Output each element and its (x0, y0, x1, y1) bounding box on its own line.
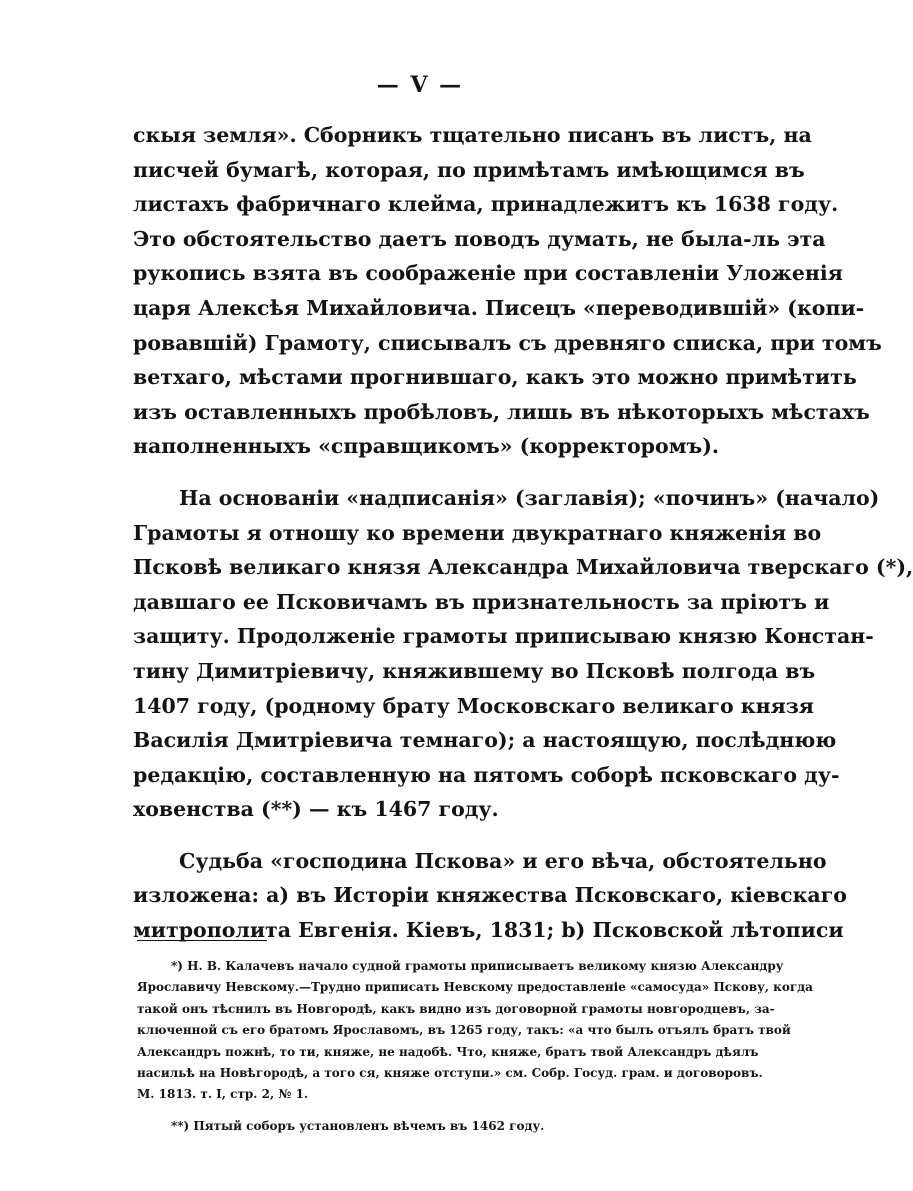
footnote-separator (137, 940, 267, 941)
text-line: изъ оставленныхъ пробѣловъ, лишь въ нѣкоторыхъ мѣстахъ (133, 399, 870, 424)
text-line: скыя земля». Сборникъ тщательно писанъ въ листъ, на (133, 123, 812, 147)
paragraph-3 (133, 844, 847, 948)
text-line: писчей бумагѣ, которая, по примѣтамъ имѣющимся въ (133, 157, 805, 182)
paragraph-2 (133, 481, 913, 827)
text-line: царя Алексѣя Михайловича. Писецъ «переводившій» (копи- (133, 295, 865, 320)
footnote-line: насильѣ на Новѣгородѣ, а того ся, княже отступи.» см. Собр. Госуд. грам. и договоровъ. (137, 1065, 763, 1080)
footnote-2 (137, 1116, 751, 1137)
text-line: На основаніи «надписанія» (заглавія); «починъ» (начало) (179, 485, 880, 510)
text-line: листахъ фабричнаго клейма, принадлежитъ къ 1638 году. (133, 192, 839, 217)
text-line: ветхаго, мѣстами прогнившаго, какъ это можно примѣтить (133, 365, 857, 390)
text-line: Василія Дмитріевича темнаго); а настоящую, послѣднюю (133, 728, 837, 753)
text-line: Грамоты я отношу ко времени двукратнаго княженія во (133, 520, 822, 545)
text-line: ховенства (**) — къ 1467 году. (133, 797, 499, 822)
footnote-line: Александръ пожнѣ, то ти, княже, не надобѣ. Что, княже, братъ твой Александръ дѣялъ (137, 1044, 759, 1059)
text-line: рукопись взята въ соображеніе при составленіи Уложенія (133, 261, 843, 286)
footnotes (137, 956, 813, 1137)
text-line: давшаго ее Псковичамъ въ признательность за пріютъ и (133, 589, 830, 614)
footnote-line: ключенной съ его братомъ Ярославомъ, въ 1265 году, такъ: «а что былъ отъялъ братъ твой (137, 1023, 791, 1038)
text-line: защиту. Продолженіе грамоты приписываю князю Констан- (133, 624, 874, 649)
text-line: Это обстоятельство даетъ поводъ думать, не была-ль эта (133, 226, 826, 251)
page-number: — V — (376, 72, 464, 98)
body-text (133, 118, 913, 965)
text-line: 1407 году, (родному брату Московскаго великаго князя (133, 693, 814, 718)
text-line: Псковѣ великаго князя Александра Михайловича тверскаго (*), (133, 555, 913, 580)
text-line: Судьба «господина Пскова» и его вѣча, обстоятельно (179, 848, 827, 873)
paragraph-1 (133, 118, 882, 464)
text-line: ровавшій) Грамоту, списывалъ съ древняго списка, при томъ (133, 330, 882, 355)
footnote-line: *) Н. В. Калачевъ начало судной грамоты приписываетъ великому князю Александру (171, 959, 784, 973)
text-line: митрополита Евгенія. Кіевъ, 1831; b) Псковской лѣтописи (133, 918, 844, 943)
footnote-line: М. 1813. т. I, стр. 2, № 1. (137, 1087, 309, 1102)
footnote-1 (137, 956, 813, 1106)
footnote-line: **) Пятый соборъ установленъ вѣчемъ въ 1462 году. (171, 1118, 545, 1133)
text-line: изложена: a) въ Исторіи княжества Псковскаго, кіевскаго (133, 883, 847, 908)
text-line: тину Димитріевичу, княжившему во Псковѣ полгода въ (133, 658, 816, 683)
text-line: редакцію, составленную на пятомъ соборѣ псковскаго ду- (133, 762, 840, 787)
text-line: наполненныхъ «справщикомъ» (корректоромъ). (133, 434, 720, 459)
footnote-line: Ярославичу Невскому.—Трудно приписать Невскому предоставленіе «самосуда» Пскову, когда (137, 980, 813, 995)
footnote-line: такой онъ тѣснилъ въ Новгородѣ, какъ видно изъ договорной грамоты новгородцевъ, за- (137, 1001, 775, 1016)
